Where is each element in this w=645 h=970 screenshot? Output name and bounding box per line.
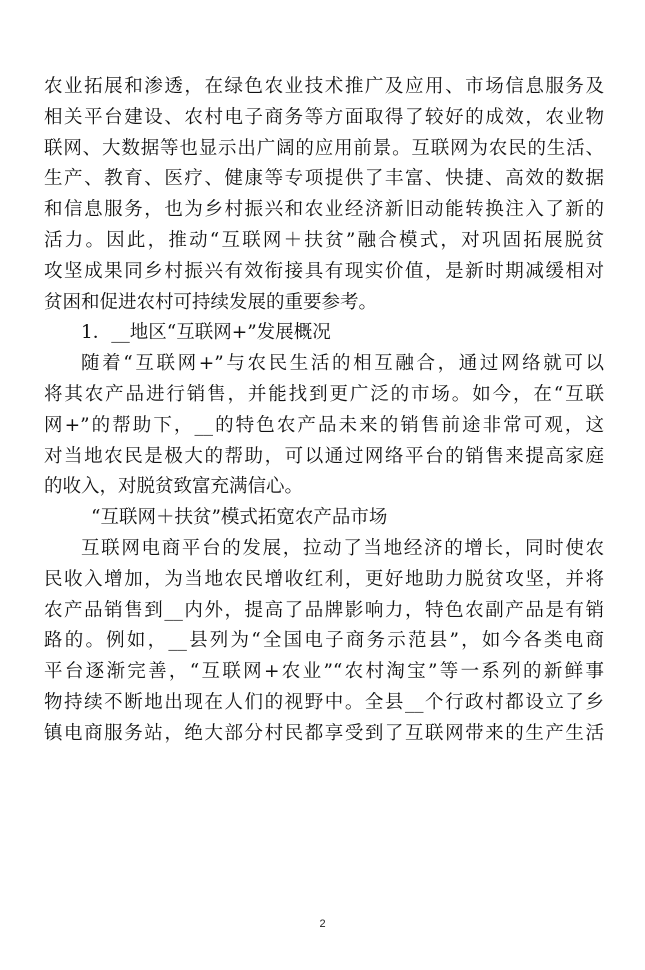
text-line: 平台逐渐完善，“互联网+农业”“农村淘宝”等一系列的新鲜事: [44, 661, 604, 683]
text-line: 农业拓展和渗透，在绿色农业技术推广及应用、市场信息服务及: [44, 76, 604, 97]
text-line: 贫困和促进农村可持续发展的重要参考。: [44, 291, 378, 313]
text-line: 生产、教育、医疗、健康等专项提供了丰富、快捷、高效的数据: [44, 168, 604, 190]
text-line: 物持续不断地出现在人们的视野中。全县__个行政村都设立了乡: [44, 691, 604, 713]
text-line: 攻坚成果同乡村振兴有效衔接具有现实价值，是新时期减缓相对: [44, 260, 604, 282]
text-line: 相关平台建设、农村电子商务等方面取得了较好的成效，农业物: [44, 106, 604, 128]
text-line: 互联网电商平台的发展，拉动了当地经济的增长，同时使农: [81, 537, 604, 559]
page-number: 2: [319, 918, 326, 930]
subsection-heading: “互联网＋扶贫”模式拓宽农产品市场: [91, 507, 388, 529]
section-heading: 1．__地区“互联网+”发展概况: [81, 322, 331, 344]
text-line: 网+”的帮助下，__的特色农产品未来的销售前途非常可观，这: [44, 414, 604, 436]
text-line: 对当地农民是极大的帮助，可以通过网络平台的销售来提高家庭: [44, 445, 604, 467]
text-line: 的收入，对脱贫致富充满信心。: [44, 476, 304, 498]
text-line: 路的。例如，__县列为“全国电子商务示范县”，如今各类电商: [44, 630, 604, 652]
text-line: 民收入增加，为当地农民增收红利，更好地助力脱贫攻坚，并将: [44, 568, 604, 590]
text-line: 镇电商服务站，绝大部分村民都享受到了互联网带来的生产生活: [44, 722, 604, 744]
body-text: [44, 72, 604, 750]
text-line: 活力。因此，推动“互联网＋扶贫”融合模式，对巩固拓展脱贫: [44, 229, 604, 251]
text-line: 联网、大数据等也显示出广阔的应用前景。互联网为农民的生活、: [44, 137, 604, 159]
text-line: 和信息服务，也为乡村振兴和农业经济新旧动能转换注入了新的: [44, 199, 604, 221]
text-line: 随着“互联网+”与农民生活的相互融合，通过网络就可以: [81, 353, 604, 375]
text-line: 将其农产品进行销售，并能找到更广泛的市场。如今，在“互联: [44, 383, 604, 405]
text-line: 农产品销售到__内外，提高了品牌影响力，特色农副产品是有销: [44, 599, 604, 621]
